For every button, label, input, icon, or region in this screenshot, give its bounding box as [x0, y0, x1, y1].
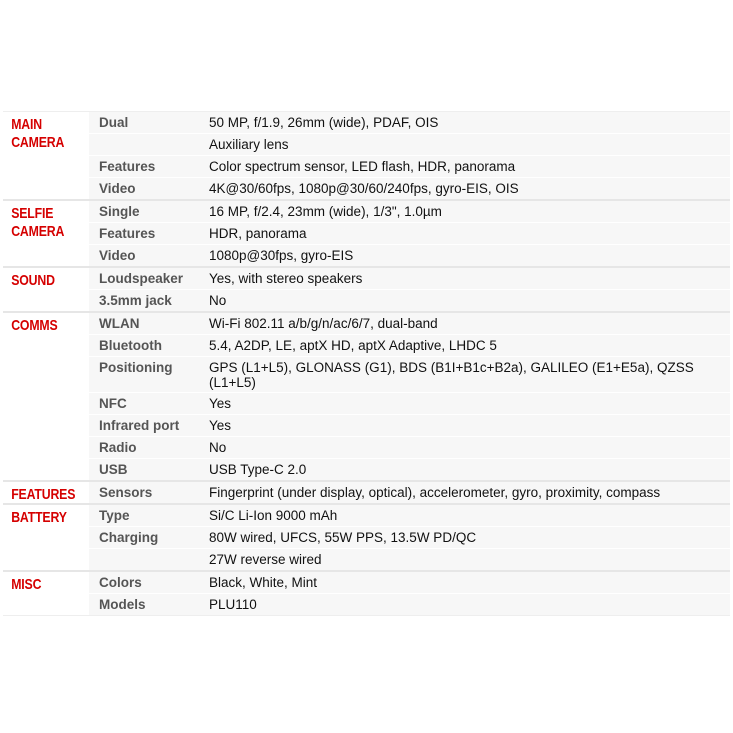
spec-row — [89, 356, 730, 392]
spec-row — [89, 458, 730, 480]
spec-value: Yes — [209, 418, 232, 433]
section-rows — [89, 268, 730, 311]
spec-section — [3, 503, 730, 570]
spec-value: Black, White, Mint — [209, 575, 318, 590]
spec-value: 50 MP, f/1.9, 26mm (wide), PDAF, OIS — [209, 115, 439, 130]
spec-value: USB Type-C 2.0 — [209, 462, 307, 477]
spec-value: GPS (L1+L5), GLONASS (G1), BDS (B1I+B1c+B2a), GALILEO (E1+E5a), QZSS (L1+L5) — [209, 360, 694, 390]
spec-value: 80W wired, UFCS, 55W PPS, 13.5W PD/QC — [209, 530, 477, 545]
spec-value: Wi-Fi 802.11 a/b/g/n/ac/6/7, dual-band — [209, 316, 438, 331]
category-label[interactable]: MISC — [11, 576, 42, 593]
spec-title[interactable]: Colors — [99, 575, 142, 590]
spec-title[interactable]: Loudspeaker — [99, 271, 184, 286]
spec-row — [89, 392, 730, 414]
spec-section — [3, 311, 730, 480]
spec-value: 16 MP, f/2.4, 23mm (wide), 1/3", 1.0µm — [209, 204, 442, 219]
spec-section — [3, 570, 730, 616]
spec-value: PLU110 — [209, 597, 257, 612]
spec-row — [89, 244, 730, 266]
spec-value: No — [209, 293, 227, 308]
section-category — [3, 112, 89, 199]
spec-row — [89, 112, 730, 133]
spec-title[interactable]: Charging — [99, 530, 159, 545]
spec-value: Yes, with stereo speakers — [209, 271, 363, 286]
spec-value: Yes — [209, 396, 232, 411]
spec-row — [89, 201, 730, 222]
spec-row — [89, 289, 730, 311]
spec-title[interactable]: Video — [99, 181, 136, 196]
section-rows — [89, 572, 730, 615]
spec-row — [89, 155, 730, 177]
spec-value: Color spectrum sensor, LED flash, HDR, panorama — [209, 159, 516, 174]
section-rows — [89, 313, 730, 480]
section-rows — [89, 112, 730, 199]
spec-row — [89, 414, 730, 436]
spec-section — [3, 111, 730, 199]
spec-row — [89, 222, 730, 244]
spec-title[interactable] — [89, 549, 199, 552]
spec-row — [89, 526, 730, 548]
spec-value: Si/C Li-Ion 9000 mAh — [209, 508, 338, 523]
spec-title[interactable] — [89, 134, 199, 137]
spec-row — [89, 505, 730, 526]
spec-row — [89, 548, 730, 570]
section-rows — [89, 505, 730, 570]
spec-title[interactable]: Features — [99, 159, 156, 174]
spec-title[interactable]: Single — [99, 204, 140, 219]
spec-value: 5.4, A2DP, LE, aptX HD, aptX Adaptive, LHDC 5 — [209, 338, 497, 353]
category-label[interactable]: BATTERY — [11, 509, 67, 526]
spec-value: Auxiliary lens — [209, 137, 289, 152]
spec-title[interactable]: Bluetooth — [99, 338, 162, 353]
spec-title[interactable]: Type — [99, 508, 130, 523]
spec-value: 1080p@30fps, gyro-EIS — [209, 248, 354, 263]
section-category — [3, 505, 89, 570]
spec-value: No — [209, 440, 227, 455]
spec-row — [89, 133, 730, 155]
spec-title[interactable]: Dual — [99, 115, 129, 130]
spec-title[interactable]: Infrared port — [99, 418, 180, 433]
category-label[interactable]: FEATURES — [11, 486, 76, 503]
section-category — [3, 268, 89, 311]
spec-section — [3, 199, 730, 266]
spec-row — [89, 482, 730, 503]
spec-title[interactable]: WLAN — [99, 316, 140, 331]
spec-row — [89, 268, 730, 289]
spec-value: HDR, panorama — [209, 226, 307, 241]
spec-title[interactable]: 3.5mm jack — [99, 293, 172, 308]
category-label[interactable]: SOUND — [11, 272, 55, 289]
spec-title[interactable]: Positioning — [99, 360, 173, 375]
spec-value: 4K@30/60fps, 1080p@30/60/240fps, gyro-EIS, OIS — [209, 181, 519, 196]
spec-row — [89, 334, 730, 356]
spec-value: Fingerprint (under display, optical), accelerometer, gyro, proximity, compass — [209, 485, 661, 500]
spec-section — [3, 480, 730, 503]
spec-section — [3, 266, 730, 311]
spec-title[interactable]: NFC — [99, 396, 127, 411]
spec-row — [89, 572, 730, 593]
category-label[interactable]: COMMS — [11, 317, 58, 334]
spec-title[interactable]: Radio — [99, 440, 137, 455]
spec-title[interactable]: Sensors — [99, 485, 153, 500]
spec-row — [89, 593, 730, 615]
spec-title[interactable]: Video — [99, 248, 136, 263]
section-category — [3, 201, 89, 266]
spec-row — [89, 313, 730, 334]
specs-table — [3, 111, 730, 616]
spec-title[interactable]: Models — [99, 597, 146, 612]
spec-title[interactable]: Features — [99, 226, 156, 241]
category-label[interactable]: MAIN CAMERA — [11, 116, 65, 151]
spec-value: 27W reverse wired — [209, 552, 322, 567]
section-category — [3, 313, 89, 480]
spec-row — [89, 436, 730, 458]
spec-title[interactable]: USB — [99, 462, 128, 477]
section-category — [3, 572, 89, 615]
section-rows — [89, 482, 730, 503]
section-category — [3, 482, 89, 503]
category-label[interactable]: SELFIE CAMERA — [11, 205, 65, 240]
section-rows — [89, 201, 730, 266]
spec-row — [89, 177, 730, 199]
